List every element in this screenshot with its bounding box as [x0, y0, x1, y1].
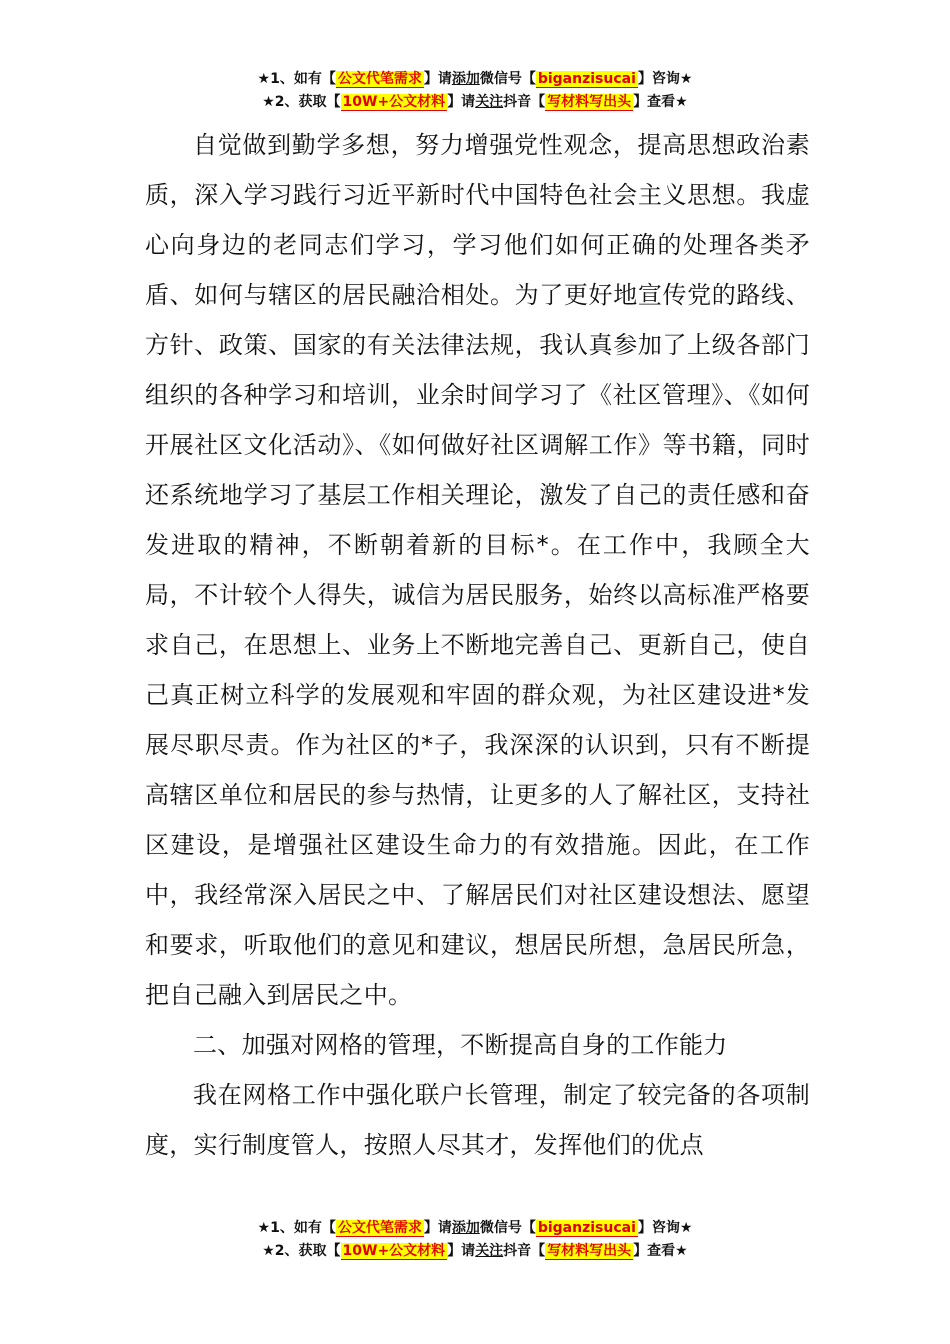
banner-text: 】咨询★: [637, 1220, 693, 1236]
banner-line-2: [0, 1240, 950, 1263]
banner-text: 】请: [423, 71, 452, 87]
banner-highlight: biganzisucai: [537, 71, 636, 87]
banner-text: 】请: [447, 94, 476, 110]
banner-highlight: 写材料写出头: [547, 1243, 632, 1259]
banner-text: 】查看★: [633, 1243, 688, 1259]
banner-text: 抖音【: [503, 94, 546, 110]
banner-highlight: 10W+公文材料: [342, 1243, 446, 1259]
banner-underlined-text: 关注: [475, 1243, 504, 1259]
banner-highlight: 公文代笔需求: [337, 1220, 422, 1236]
banner-highlight: 写材料写出头: [547, 94, 632, 110]
banner-text: 微信号【: [479, 71, 536, 87]
body-paragraph: 我在网格工作中强化联户长管理，制定了较完备的各项制度，实行制度管人，按照人尽其才，发挥他们的优点: [145, 1081, 810, 1159]
banner-text: 】查看★: [633, 94, 688, 110]
banner-highlight: 10W+公文材料: [342, 94, 446, 110]
banner-line-2: [0, 91, 950, 114]
banner-text: ★2、获取【: [262, 1243, 341, 1259]
banner-highlight: biganzisucai: [537, 1220, 636, 1236]
banner-underlined-text: 添加: [451, 71, 480, 87]
banner-underlined-text: 添加: [451, 1220, 480, 1236]
banner-text: 抖音【: [503, 1243, 546, 1259]
banner-text: ★1、如有【: [257, 1220, 336, 1236]
header-banner: [0, 68, 950, 114]
banner-text: 微信号【: [479, 1220, 536, 1236]
banner-text: ★2、获取【: [262, 94, 341, 110]
banner-line-1: [0, 1217, 950, 1240]
section-heading: 二、加强对网格的管理，不断提高自身的工作能力: [193, 1031, 728, 1059]
banner-text: ★1、如有【: [257, 71, 336, 87]
document-body: [145, 120, 810, 1170]
banner-text: 】请: [447, 1243, 476, 1259]
footer-banner: [0, 1217, 950, 1263]
banner-underlined-text: 关注: [475, 94, 504, 110]
banner-text: 】咨询★: [637, 71, 693, 87]
banner-line-1: [0, 68, 950, 91]
banner-highlight: 公文代笔需求: [337, 71, 422, 87]
banner-text: 】请: [423, 1220, 452, 1236]
body-paragraph: 自觉做到勤学多想，努力增强党性观念，提高思想政治素质，深入学习践行习近平新时代中国特色社会主义思想。我虚心向身边的老同志们学习，学习他们如何正确的处理各类矛盾、如何与辖区的居民融洽相处。为了更好地宣传党的路线、方针、政策、国家的有关法律法规，我认真参加了上级各部门组织的各种学习和培训，业余时间学习了《社区管理》、《如何开展社区文化活动》、《如何做好社区调解工作》等书籍，同时还系统地学习了基层工作相关理论，激发了自己的责任感和奋发进取的精神，不断朝着新的目标*。在工作中，我顾全大局，不计较个人得失，诚信为居民服务，始终以高标准严格要求自己，在思想上、业务上不断地完善自己、更新自己，使自己真正树立科学的发展观和牢固的群众观，为社区建设进*发展尽职尽责。作为社区的*子，我深深的认识到，只有不断提高辖区单位和居民的参与热情，让更多的人了解社区，支持社区建设，是增强社区建设生命力的有效措施。因此，在工作中，我经常深入居民之中、了解居民们对社区建设想法、愿望和要求，听取他们的意见和建议，想居民所想，急居民所急，把自己融入到居民之中。: [145, 131, 810, 1009]
